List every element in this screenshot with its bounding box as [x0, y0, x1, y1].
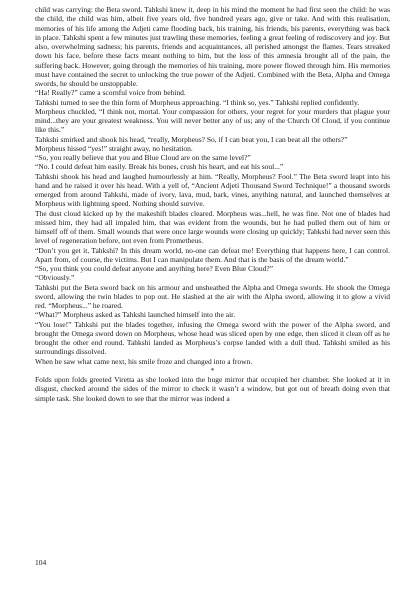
paragraph: Morpheus hissed “yes!” straight away, no hesitation. [35, 143, 193, 153]
paragraph: Tahkshi smirked and shook his head, “really, Morpheus? So, if I can beat you, I can beat all the others?” [35, 134, 348, 144]
page-number: 104 [35, 558, 47, 567]
paragraph: When he saw what came next, his smile froze and changed into a frown. [35, 356, 253, 366]
paragraph: “So, you really believe that you and Blue Cloud are on the same level?” [35, 153, 251, 162]
paragraph: Tahkshi turned to see the thin form of Morpheus approaching. “I think so, yes.” Tahkshi replied confidently. [35, 97, 360, 107]
paragraph: “Obviously.” [35, 273, 75, 283]
paragraph: “So, you think you could defeat anyone and anything here? Even Blue Cloud?” [35, 264, 274, 273]
paragraph: “What?” Morpheus asked as Tahkshi launched himself into the air. [35, 310, 236, 320]
paragraph: Tahkshi put the Beta sword back on his armour and unsheathed the Alpha and Omega swords. He shook the Omega sword, allowing the twin blades to pop out. He slashed at the air with the Alpha sword, allowing it to glow a vivid red. “Morpheus...” he roared. [35, 282, 390, 310]
paragraph: “You lose!” Tahkshi put the blades together, infusing the Omega sword with the power of the Alpha sword, and brought the Omega sword down on Morpheus, whose head was sliced open by one edge, then sliced it clean off as he brought the other end round. Tahkshi landed as Morpheus’s corpse landed with a dull thud. Tahkshi smiled as his surroundings dissolved. [35, 319, 390, 357]
paragraph: “Don’t you get it, Tahkshi? In this dream world, no-one can defeat me! Everything that happens here, I can control. Apart from, of course, the victims. But I can manipulate them. And that is the basis of the dream world.” [35, 245, 390, 264]
paragraph: The dust cloud kicked up by the makeshift blades cleared. Morpheus was...hell, he was fine. Not one of blades had missed him, they had all impaled him, that was evident from the wounds, but he had pulled them out of him or himself off of them. Small wounds that were once large wounds were closing up quickly; Tahkshi had never seen this level of regeneration before, not even from Prometheus. [35, 208, 390, 246]
paragraph: child was carrying: the Beta sword. Tahkshi knew it, deep in his mind the moment he had first seen the child: he was the child, the child was him, albeit five years old, five hundred years ago, give or take. And with this realisation, memories of his life among the Adjeti came flooding back, his training, his friends, his parents, everything was back in place. Tahkshi spent a few minutes just trawling these memories, feeling a great feeling of rediscovery and joy. But also, overwhelming sadness; his parents, friends and acquaintances, all perished amongst the flames. Tears streaked down his face, before these facts meant nothing to him, but the loss of this amnesia brought all of the pain, the suffering back. However, going through the memories of his training, more power flowed through him. His memories must have contained the secret to unlocking the true power of the Adjeti. Combined with the Beta, Alpha and Omega swords, he should be unstoppable. [35, 5, 390, 88]
scene-break-separator: * [210, 365, 215, 375]
paragraph: Folds upon folds greeted Viretta as she looked into the huge mirror that occupied her chamber. She looked at it in disgust, checked around the sides of the mirror to check it wasn’t a window, but got out of breath doing even that simple task. She looked down to see that the mirror was indeed a [35, 375, 390, 403]
paragraph: Tahkshi shook his head and laughed humourlessly at him. “Really, Morpheus? Fool.” The Beta sword leapt into his hand and he raised it over his head. With a yell of, “Ancient Adjeti Thousand Sword Technique!” a thousand swords emerged from around Tahkshi, made of ivory, lava, mud, bark, vines, anything natural, and launched themselves at Morpheus with lightning speed. Nothing should survive. [35, 171, 390, 209]
paragraph: “No. I could defeat him easily. Break his bones, crush his heart, and eat his soul...” [35, 162, 284, 172]
paragraph: “Ha! Really?” came a scornful voice from behind. [35, 88, 186, 98]
paragraph: Morpheus chuckled, “I think not, mortal. Your compassion for others, your regret for your murders that plague your mind...they are your greatest weakness. You will never better any of us; any of the Church Of Cloud, if you continue like this.” [35, 106, 390, 135]
body-text [35, 5, 390, 403]
